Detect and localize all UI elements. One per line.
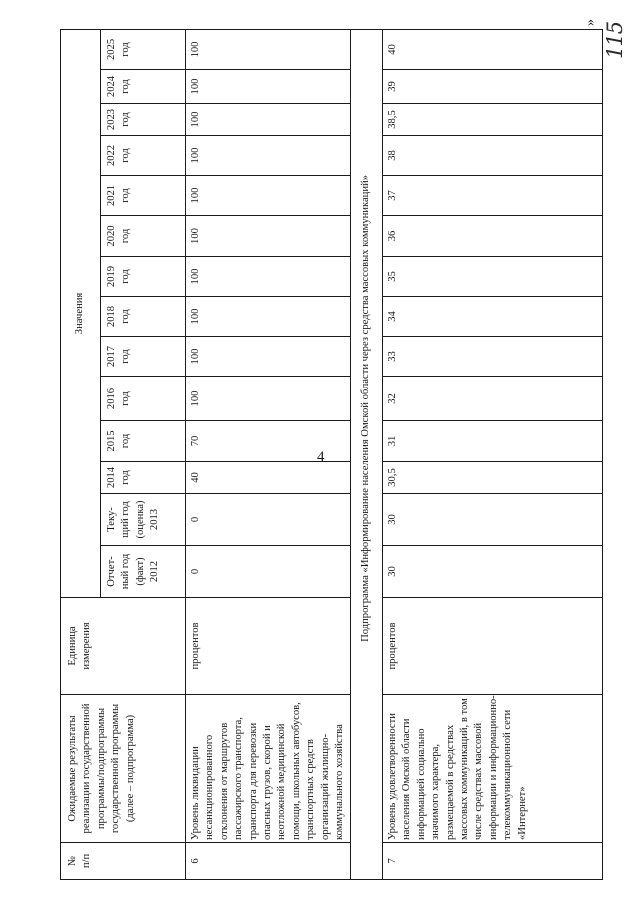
subprogram-title: Подпрограмма «Информирование населения Омской области через средства массовых коммуникаций»: [351, 29, 383, 879]
header-year-2012: Отчет- ный год (факт) 2012: [101, 546, 186, 598]
row-value-2023: 100: [186, 104, 351, 136]
row-unit: процентов: [383, 598, 603, 695]
row-value-2015: 31: [383, 421, 603, 462]
row-value-2023: 38,5: [383, 104, 603, 136]
header-row-top: [61, 29, 101, 879]
header-year-2023: 2023 год: [101, 104, 186, 136]
table-row: [383, 29, 603, 879]
row-value-2016: 32: [383, 377, 603, 421]
header-expected-results: Ожидаемые результаты реализации государственной программы/подпрограммы государственной программы (далее – подпрограмма): [61, 695, 186, 843]
row-value-2020: 36: [383, 216, 603, 257]
row-value-2015: 70: [186, 421, 351, 462]
header-unit: Единица измерения: [61, 598, 186, 695]
row-value-2025: 100: [186, 29, 351, 69]
row-value-2012: 30: [383, 546, 603, 598]
row-value-2025: 40: [383, 29, 603, 69]
header-year-2015: 2015 год: [101, 421, 186, 462]
row-value-2024: 39: [383, 70, 603, 104]
row-value-2017: 100: [186, 337, 351, 377]
row-value-2024: 100: [186, 70, 351, 104]
header-year-2025: 2025 год: [101, 29, 186, 69]
row-value-2012: 0: [186, 546, 351, 598]
subprogram-row: [351, 29, 383, 879]
row-value-2018: 34: [383, 297, 603, 337]
header-year-2017: 2017 год: [101, 337, 186, 377]
row-expected-result: Уровень удовлетворенности населения Омской области информацией социально значимого характера, размещаемой в средствах массовых коммуникаций, в том числе средствах массовой информации и информационно- телекоммуникационной сети «Интернет»: [383, 695, 603, 843]
row-value-2014: 40: [186, 462, 351, 494]
header-year-2013: Теку- щий год (оценка) 2013: [101, 494, 186, 546]
handwritten-sheet-number: 115: [603, 21, 627, 59]
row-value-2013: 0: [186, 494, 351, 546]
row-value-2019: 100: [186, 257, 351, 297]
row-value-2014: 30,5: [383, 462, 603, 494]
header-number: № п/п: [61, 843, 186, 880]
header-year-2016: 2016 год: [101, 377, 186, 421]
header-year-2020: 2020 год: [101, 216, 186, 257]
header-year-2024: 2024 год: [101, 70, 186, 104]
header-values: Значения: [61, 29, 101, 597]
row-value-2020: 100: [186, 216, 351, 257]
row-value-2022: 100: [186, 136, 351, 176]
row-value-2019: 35: [383, 257, 603, 297]
row-number: 6: [186, 843, 351, 880]
row-number: 7: [383, 843, 603, 880]
header-year-2021: 2021 год: [101, 176, 186, 216]
table-row: [186, 29, 351, 879]
row-unit: процентов: [186, 598, 351, 695]
header-year-2014: 2014 год: [101, 462, 186, 494]
row-value-2021: 37: [383, 176, 603, 216]
closing-quote-mark: »: [583, 19, 598, 26]
page-number: 4: [317, 449, 325, 465]
row-value-2017: 33: [383, 337, 603, 377]
row-value-2018: 100: [186, 297, 351, 337]
header-year-2019: 2019 год: [101, 257, 186, 297]
row-value-2022: 38: [383, 136, 603, 176]
header-year-2018: 2018 год: [101, 297, 186, 337]
indicators-table: [60, 29, 603, 880]
row-expected-result: Уровень ликвидации несанкционированного отклонения от маршрутов пассажирского транспорта, транспорта для перевозки опасных грузов, скорой и неотложной медицинской помощи, школьных автобусов, транспортных средств организаций жилищно- коммунального хозяйства: [186, 695, 351, 843]
row-value-2013: 30: [383, 494, 603, 546]
row-value-2021: 100: [186, 176, 351, 216]
header-year-2022: 2022 год: [101, 136, 186, 176]
row-value-2016: 100: [186, 377, 351, 421]
